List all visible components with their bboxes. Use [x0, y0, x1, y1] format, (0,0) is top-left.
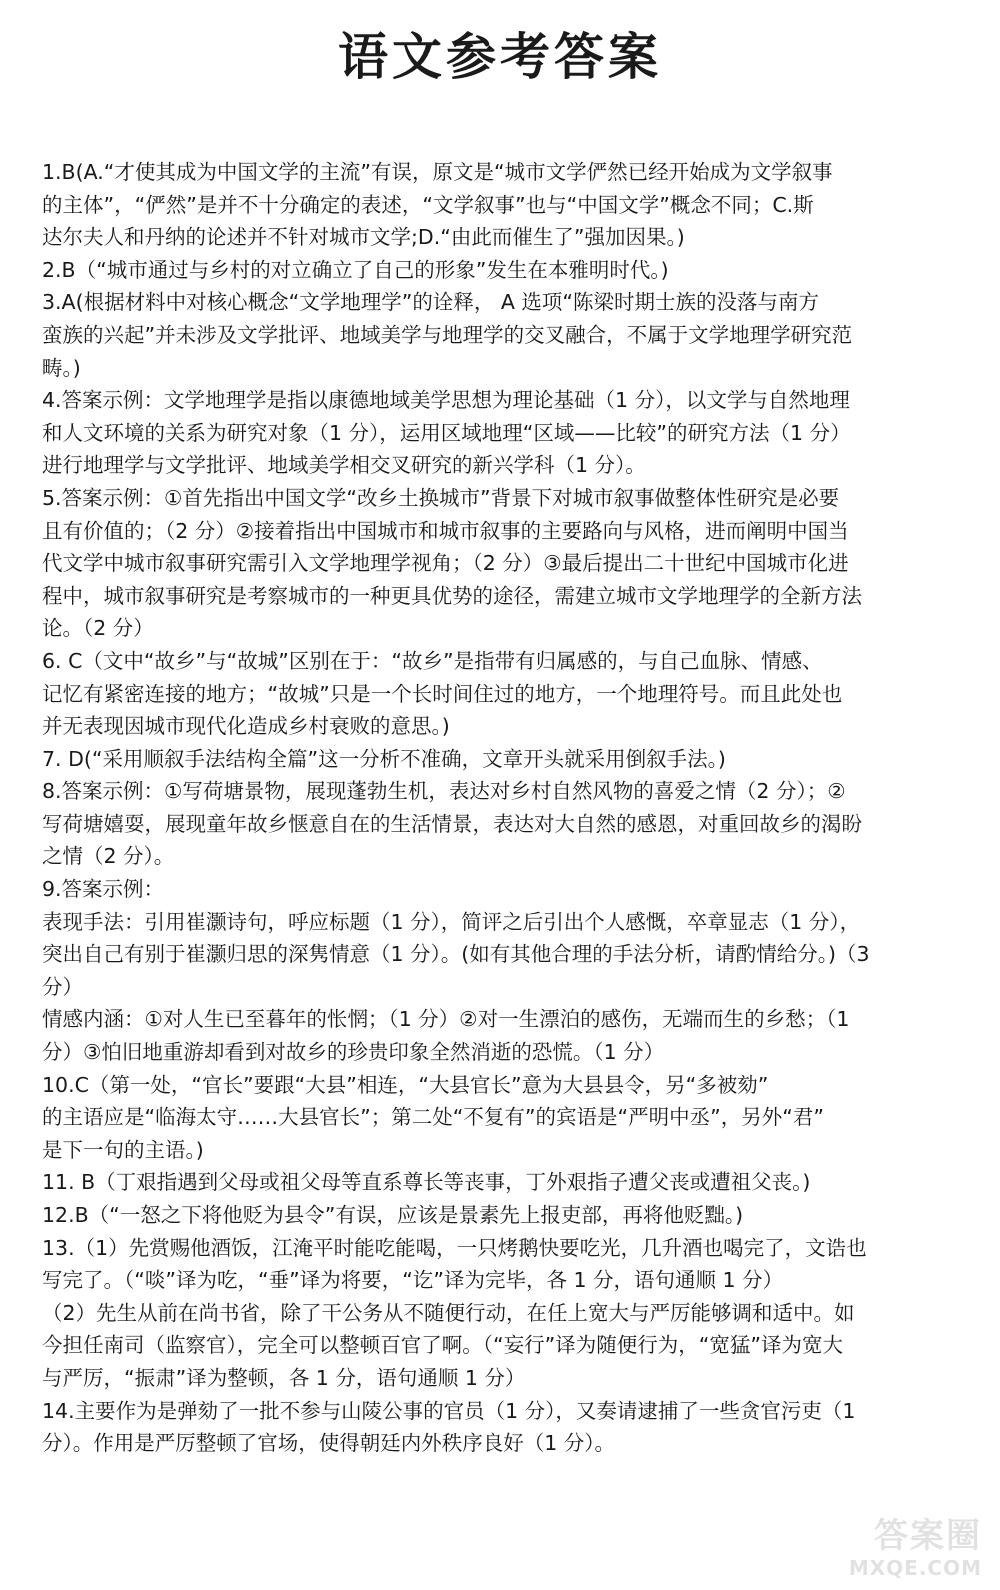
answer-line: 是下一句的主语。) — [42, 1137, 204, 1162]
answer-line: 畴。) — [42, 355, 81, 380]
answer-body — [42, 156, 952, 1460]
answer-line: 分）③怕旧地重游却看到对故乡的珍贵印象全然消逝的恐慌。（1 分） — [42, 1040, 665, 1065]
answer-line: 的主语应是“临海太守……大县官长”；第二处“不复有”的宾语是“严明中丞”，另外“君” — [42, 1105, 824, 1130]
answer-line: 4.答案示例：文学地理学是指以康德地域美学思想为理论基础（1 分），以文学与自然地理 — [42, 388, 850, 413]
answer-line: 且有价值的；（2 分）②接着指出中国城市和城市叙事的主要路向与风格，进而阐明中国当 — [42, 518, 849, 543]
answer-line: 12.B（“一怒之下将他贬为县令”有误，应该是景素先上报吏部，再将他贬黜。) — [42, 1203, 744, 1227]
answer-line: 13.（1）先赏赐他酒饭，江淹平时能吃能喝，一只烤鹅快要吃光，几升酒也喝完了，文诰也 — [42, 1235, 867, 1260]
answer-line: 5.答案示例：①首先指出中国文学“改乡土换城市”背景下对城市叙事做整体性研究是必要 — [42, 485, 840, 510]
answer-line: 代文学中城市叙事研究需引入文学地理学视角；（2 分）③最后提出二十世纪中国城市化进 — [42, 551, 849, 576]
answer-line: 并无表现因城市现代化造成乡村衰败的意思。) — [42, 714, 450, 739]
answer-line: 与严厉，“振肃”译为整顿，各 1 分，语句通顺 1 分） — [42, 1365, 526, 1390]
answer-line: 分） — [42, 974, 83, 999]
answer-line: 写完了。（“啖”译为吃，“垂”译为将要，“讫”译为完毕，各 1 分，语句通顺 1 分） — [42, 1268, 784, 1293]
answer-line: 8.答案示例：①写荷塘景物，展现蓬勃生机，表达对乡村自然风物的喜爱之情（2 分）；② — [42, 779, 846, 804]
answer-line: （2）先生从前在尚书省，除了干公务从不随便行动，在任上宽大与严厉能够调和适中。如 — [42, 1300, 855, 1325]
watermark — [812, 1508, 982, 1580]
answer-line: 论。（2 分） — [42, 616, 154, 641]
answer-line: 今担任南司（监察官），完全可以整顿百官了啊。（“妄行”译为随便行为，“宽猛”译为宽大 — [42, 1333, 843, 1358]
answer-line: 1.B(A.“才使其成为中国文学的主流”有误，原文是“城市文学俨然已经开始成为文学叙事 — [42, 160, 833, 184]
answer-line: 7. D(“采用顺叙手法结构全篇”这一分析不准确，文章开头就采用倒叙手法。) — [42, 746, 726, 771]
answer-line: 情感内涵：①对人生已至暮年的怅惘；（1 分）②对一生漂泊的感伤，无端而生的乡愁；（1 — [42, 1007, 850, 1032]
answer-line: 和人文环境的关系为研究对象（1 分），运用区域地理“区域——比较”的研究方法（1 分） — [42, 420, 851, 445]
answer-line: 10.C（第一处，“官长”要跟“大县”相连，“大县官长”意为大县县令，另“多被劾” — [42, 1072, 769, 1097]
answer-line: 进行地理学与文学批评、地域美学相交叉研究的新兴学科（1 分）。 — [42, 453, 646, 478]
answer-line: 突出自己有别于崔灏归思的深隽情意（1 分）。(如有其他合理的手法分析，请酌情给分。)（3 — [42, 942, 870, 967]
answer-line: 写荷塘嬉耍，展现童年故乡惬意自在的生活情景，表达对大自然的感恩，对重回故乡的渴盼 — [42, 811, 862, 836]
answer-line: 14.主要作为是弹劾了一批不参与山陵公事的官员（1 分），又奏请逮捕了一些贪官污吏（1 — [42, 1398, 856, 1423]
answer-line: 9.答案示例： — [42, 877, 165, 902]
answer-line: 3.A(根据材料中对核心概念“文学地理学”的诠释， A 选项“陈梁时期士族的没落与南方 — [42, 290, 819, 315]
answer-line: 记忆有紧密连接的地方；“故城”只是一个长时间住过的地方，一个地理符号。而且此处也 — [42, 681, 843, 706]
answer-line: 分）。作用是严厉整顿了官场，使得朝廷内外秩序良好（1 分）。 — [42, 1431, 616, 1456]
answer-line: 程中，城市叙事研究是考察城市的一种更具优势的途径，需建立城市文学地理学的全新方法 — [42, 583, 862, 608]
answer-line: 6. C（文中“故乡”与“故城”区别在于：“故乡”是指带有归属感的，与自己血脉、情感、 — [42, 648, 823, 673]
page-title: 语文参考答案 — [338, 28, 662, 86]
watermark-url: MXQE.COM — [848, 1556, 982, 1580]
answer-line: 的主体”，“俨然”是并不十分确定的表述，“文学叙事”也与“中国文学”概念不同；C.斯 — [42, 192, 814, 217]
answer-line: 表现手法：引用崔灏诗句，呼应标题（1 分），简评之后引出个人感慨，卒章显志（1 分）， — [42, 909, 861, 934]
watermark-logo: 答案圈 — [874, 1516, 982, 1556]
answer-line: 之情（2 分）。 — [42, 844, 175, 869]
answer-line: 达尔夫人和丹纳的论述并不针对城市文学;D.“由此而催生了”强加因果。) — [42, 225, 685, 250]
answer-line: 11. B（丁艰指遇到父母或祖父母等直系尊长等丧事，丁外艰指子遭父丧或遭祖父丧。) — [42, 1170, 811, 1195]
answer-line: 2.B（“城市通过与乡村的对立确立了自己的形象”发生在本雅明时代。) — [42, 257, 669, 282]
answer-line: 蛮族的兴起”并未涉及文学批评、地域美学与地理学的交叉融合，不属于文学地理学研究范 — [42, 322, 853, 347]
